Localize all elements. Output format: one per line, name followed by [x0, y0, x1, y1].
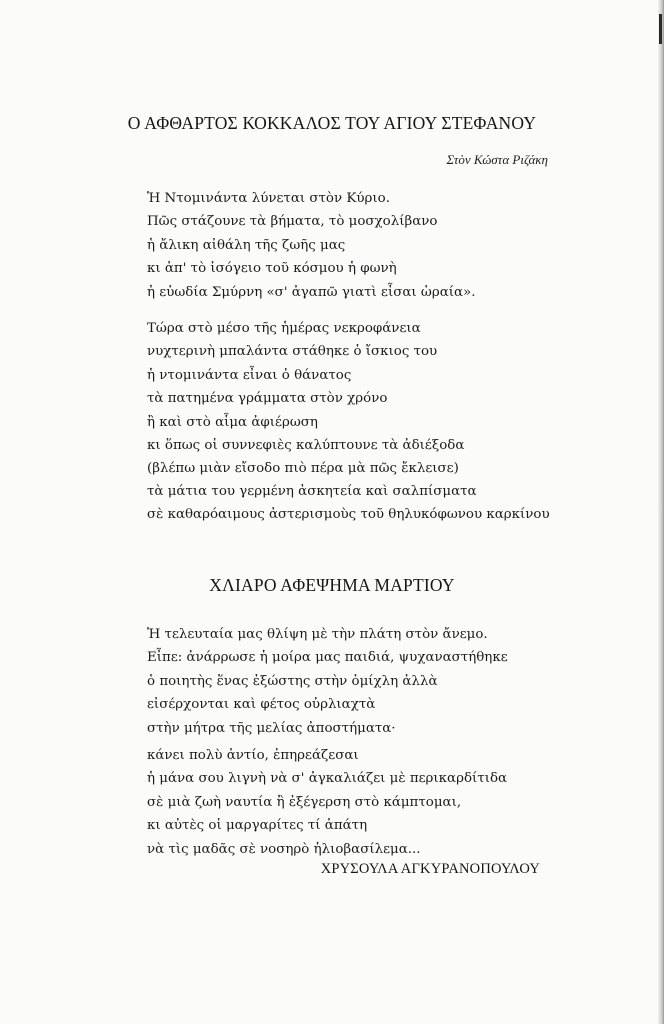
poem1-title: Ο ΑΦΘΑΡΤΟΣ ΚΟΚΚΑΛΟΣ ΤΟΥ ΑΓΙΟΥ ΣΤΕΦΑΝΟΥ — [127, 113, 537, 133]
verse-line: ἡ εὐωδία Σμύρνη «σ' ἀγαπῶ γιατὶ εἶσαι ὡραία». — [147, 284, 476, 300]
verse-line: νὰ τὶς μαδᾶς σὲ νοσηρὸ ἡλιοβασίλεμα... — [147, 841, 421, 857]
poem2-author: ΧΡΥΣΟΥΛΑ ΑΓΚΥΡΑΝΟΠΟΥΛΟΥ — [320, 861, 540, 877]
poem1-stanza-3 — [147, 480, 550, 527]
verse-line: Ἡ Ντομινάντα λύνεται στὸν Κύριο. — [147, 191, 390, 206]
verse-line: σὲ μιὰ ζωὴ ναυτία ἢ ἐξέγερση στὸ κάμπτομαι, — [147, 794, 462, 810]
verse-line: Εἶπε: ἀνάρρωσε ἡ μοίρα μας παιδιά, ψυχαναστήθηκε — [147, 650, 508, 666]
verse-line: εἰσέρχονται καὶ φέτος οὐρλιαχτὰ — [147, 697, 376, 713]
verse-line: ἢ καὶ στὸ αἷμα ἀφιέρωση — [147, 414, 318, 430]
verse-line: τὰ μάτια του γερμένη ἀσκητεία καὶ σαλπίσματα — [147, 484, 477, 499]
edge-mark — [659, 14, 662, 44]
verse-line: κι ὅπως οἱ συννεφιὲς καλύπτουνε τὰ ἀδιέξοδα — [147, 437, 465, 453]
poem1-stanza-1 — [147, 187, 476, 304]
poem2-stanza-2 — [147, 744, 507, 861]
poem2-stanza-1 — [147, 623, 508, 740]
verse-line: τὰ πατημένα γράμματα στὸν χρόνο — [147, 391, 388, 407]
verse-line: κάνει πολὺ ἀντίο, ἐπηρεάζεσαι — [147, 748, 359, 763]
verse-line: ἡ μάνα σου λιγνὴ νὰ σ' ἀγκαλιάζει μὲ περικαρδίτιδα — [147, 771, 508, 787]
verse-line: σὲ καθαρόαιμους ἀστερισμοὺς τοῦ θηλυκόφωνου καρκίνου — [147, 507, 550, 523]
verse-line: κι αὐτὲς οἱ μαργαρίτες τί ἀπάτη — [147, 818, 368, 834]
verse-line: στὴν μήτρα τῆς μελίας ἀποστήματα· — [147, 720, 396, 736]
poem1-dedication: Στὸν Κώστα Ριζάκη — [446, 152, 548, 167]
poem2-title: ΧΛΙΑΡΟ ΑΦΕΨΗΜΑ ΜΑΡΤΙΟΥ — [209, 575, 455, 595]
verse-line: νυχτερινὴ μπαλάντα στάθηκε ὁ ἴσκιος του — [147, 344, 438, 360]
verse-line: (βλέπω μιὰν εἴσοδο πιὸ πέρα μὰ πῶς ἔκλεισε) — [147, 461, 459, 477]
verse-line: ὁ ποιητὴς ἕνας ἐξώστης στὴν ὁμίχλη ἀλλὰ — [147, 673, 438, 689]
verse-line: κι ἀπ' τὸ ἰσόγειο τοῦ κόσμου ἡ φωνὴ — [147, 261, 397, 277]
verse-line: Τώρα στὸ μέσο τῆς ἡμέρας νεκροφάνεια — [147, 321, 421, 336]
verse-line: Πῶς στάζουνε τὰ βήματα, τὸ μοσχολίβανο — [147, 214, 438, 230]
verse-line: ἡ ἄλικη αἰθάλη τῆς ζωῆς μας — [147, 237, 346, 253]
page-edge — [658, 0, 664, 1024]
verse-line: Ἡ τελευταία μας θλίψη μὲ τὴν πλάτη στὸν ἄνεμο. — [147, 627, 488, 642]
poem1-stanza-2 — [147, 317, 464, 481]
verse-line: ἡ ντομινάντα εἶναι ὁ θάνατος — [147, 367, 352, 383]
